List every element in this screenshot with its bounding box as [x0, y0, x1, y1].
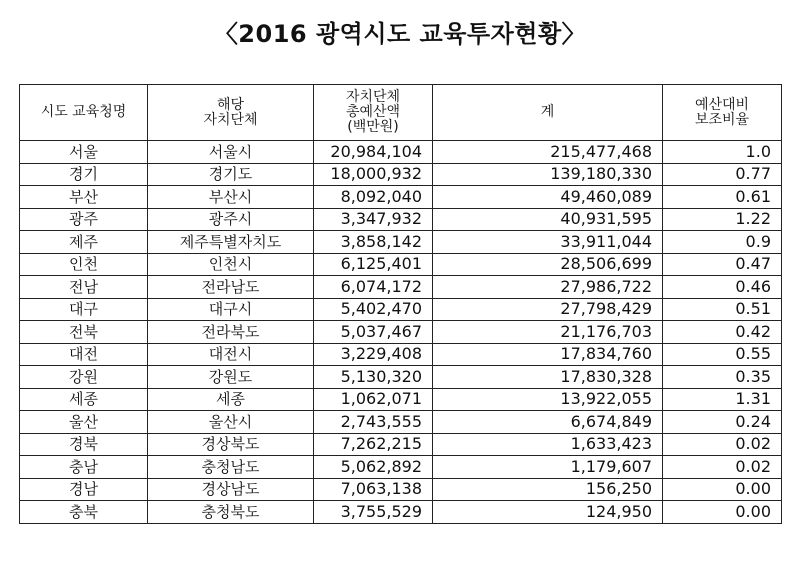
cell-total-budget: 6,125,401 [314, 253, 433, 276]
cell-office: 경남 [20, 478, 148, 501]
cell-office: 강원 [20, 366, 148, 389]
cell-total-budget: 3,858,142 [314, 231, 433, 254]
header-total-budget-line-2: 총예산액 [345, 104, 401, 120]
cell-office: 서울 [20, 141, 148, 164]
cell-ratio: 0.02 [663, 433, 782, 456]
cell-ratio: 0.47 [663, 253, 782, 276]
cell-ratio: 0.9 [663, 231, 782, 254]
header-ratio-line-1: 예산대비 [694, 96, 750, 113]
table-row [20, 433, 782, 456]
investment-table [19, 84, 782, 524]
cell-sum: 17,834,760 [433, 343, 663, 366]
header-local-gov-line-1: 해당 [216, 96, 245, 113]
cell-total-budget: 3,229,408 [314, 343, 433, 366]
cell-sum: 1,179,607 [433, 456, 663, 479]
header-ratio [663, 85, 782, 141]
table-row [20, 501, 782, 524]
cell-sum: 156,250 [433, 478, 663, 501]
cell-total-budget: 6,074,172 [314, 276, 433, 299]
cell-office: 경기 [20, 163, 148, 186]
header-total-budget-line-1: 자치단체 [345, 89, 401, 105]
header-row [20, 85, 782, 141]
cell-local-gov: 세종 [148, 388, 314, 411]
cell-office: 인천 [20, 253, 148, 276]
cell-local-gov: 충청남도 [148, 456, 314, 479]
header-office [20, 85, 148, 141]
cell-total-budget: 7,063,138 [314, 478, 433, 501]
cell-sum: 40,931,595 [433, 208, 663, 231]
cell-sum: 21,176,703 [433, 321, 663, 344]
cell-local-gov: 제주특별자치도 [148, 231, 314, 254]
cell-ratio: 0.46 [663, 276, 782, 299]
table-body [20, 141, 782, 524]
cell-local-gov: 경기도 [148, 163, 314, 186]
cell-ratio: 0.02 [663, 456, 782, 479]
cell-sum: 1,633,423 [433, 433, 663, 456]
cell-office: 충남 [20, 456, 148, 479]
header-sum [433, 85, 663, 141]
cell-ratio: 0.00 [663, 478, 782, 501]
cell-total-budget: 2,743,555 [314, 411, 433, 434]
cell-total-budget: 5,130,320 [314, 366, 433, 389]
cell-sum: 13,922,055 [433, 388, 663, 411]
cell-sum: 215,477,468 [433, 141, 663, 164]
cell-office: 울산 [20, 411, 148, 434]
cell-ratio: 1.0 [663, 141, 782, 164]
table-row [20, 456, 782, 479]
cell-sum: 17,830,328 [433, 366, 663, 389]
cell-office: 전남 [20, 276, 148, 299]
table-row [20, 321, 782, 344]
table-row [20, 343, 782, 366]
cell-local-gov: 충청북도 [148, 501, 314, 524]
table-row [20, 388, 782, 411]
cell-ratio: 1.31 [663, 388, 782, 411]
cell-local-gov: 서울시 [148, 141, 314, 164]
header-total-budget [314, 85, 433, 141]
cell-local-gov: 전라남도 [148, 276, 314, 299]
cell-total-budget: 5,062,892 [314, 456, 433, 479]
cell-sum: 33,911,044 [433, 231, 663, 254]
table-row [20, 253, 782, 276]
cell-local-gov: 경상북도 [148, 433, 314, 456]
table-row [20, 411, 782, 434]
cell-total-budget: 8,092,040 [314, 186, 433, 209]
cell-total-budget: 3,755,529 [314, 501, 433, 524]
cell-sum: 49,460,089 [433, 186, 663, 209]
cell-local-gov: 부산시 [148, 186, 314, 209]
cell-sum: 28,506,699 [433, 253, 663, 276]
table-row [20, 298, 782, 321]
page-title: 〈2016 광역시도 교육투자현황〉 [213, 20, 587, 48]
cell-local-gov: 경상남도 [148, 478, 314, 501]
cell-local-gov: 대전시 [148, 343, 314, 366]
cell-ratio: 0.77 [663, 163, 782, 186]
cell-total-budget: 1,062,071 [314, 388, 433, 411]
table-row [20, 208, 782, 231]
header-total-budget-line-3: (백만원) [347, 119, 399, 135]
table-row [20, 163, 782, 186]
header-office-label: 시도 교육청명 [40, 104, 127, 120]
header-ratio-line-2: 보조비율 [694, 111, 750, 128]
table-row [20, 366, 782, 389]
cell-office: 충북 [20, 501, 148, 524]
cell-local-gov: 울산시 [148, 411, 314, 434]
cell-sum: 139,180,330 [433, 163, 663, 186]
table-row [20, 231, 782, 254]
header-local-gov-line-2: 자치단체 [203, 111, 258, 128]
cell-ratio: 0.61 [663, 186, 782, 209]
table-header [20, 85, 782, 141]
cell-ratio: 0.00 [663, 501, 782, 524]
cell-local-gov: 광주시 [148, 208, 314, 231]
table-row [20, 478, 782, 501]
cell-office: 경북 [20, 433, 148, 456]
cell-total-budget: 5,402,470 [314, 298, 433, 321]
cell-office: 부산 [20, 186, 148, 209]
cell-total-budget: 3,347,932 [314, 208, 433, 231]
table-row [20, 186, 782, 209]
header-sum-label: 계 [540, 104, 555, 120]
cell-office: 대구 [20, 298, 148, 321]
cell-ratio: 1.22 [663, 208, 782, 231]
cell-local-gov: 강원도 [148, 366, 314, 389]
cell-sum: 27,986,722 [433, 276, 663, 299]
cell-office: 대전 [20, 343, 148, 366]
cell-local-gov: 인천시 [148, 253, 314, 276]
cell-ratio: 0.42 [663, 321, 782, 344]
cell-local-gov: 대구시 [148, 298, 314, 321]
cell-ratio: 0.51 [663, 298, 782, 321]
cell-sum: 6,674,849 [433, 411, 663, 434]
cell-sum: 27,798,429 [433, 298, 663, 321]
table-row [20, 141, 782, 164]
cell-ratio: 0.35 [663, 366, 782, 389]
table-row [20, 276, 782, 299]
cell-total-budget: 20,984,104 [314, 141, 433, 164]
cell-office: 전북 [20, 321, 148, 344]
cell-local-gov: 전라북도 [148, 321, 314, 344]
cell-office: 제주 [20, 231, 148, 254]
cell-total-budget: 5,037,467 [314, 321, 433, 344]
header-local-gov [148, 85, 314, 141]
cell-total-budget: 18,000,932 [314, 163, 433, 186]
cell-sum: 124,950 [433, 501, 663, 524]
cell-office: 광주 [20, 208, 148, 231]
cell-office: 세종 [20, 388, 148, 411]
cell-ratio: 0.55 [663, 343, 782, 366]
cell-ratio: 0.24 [663, 411, 782, 434]
cell-total-budget: 7,262,215 [314, 433, 433, 456]
